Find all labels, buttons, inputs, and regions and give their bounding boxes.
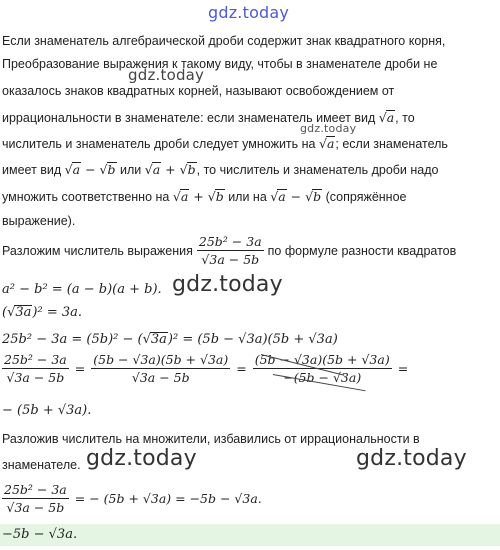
text-line [2,110,415,125]
text-line [2,162,438,177]
text-line [2,189,407,204]
text-segment: , то [395,111,415,125]
watermark: gdz.today [300,122,357,135]
formula-segment: = − (5b + √3a) = −5b − √3a. [74,491,262,506]
math-sqrt-a-minus-sqrt-b: √a − √b [270,189,322,204]
fraction-numerator: 25b² − 3a [198,234,262,249]
final-answer: −5b − √3a. [2,527,78,542]
text-segment: имеет вид [2,163,62,177]
text-line [2,136,448,151]
final-answer-highlight [0,524,500,546]
equals-sign: = [74,361,86,376]
text-line: Разложив числитель на множители, избавились от иррациональности в [2,432,420,446]
fraction-numerator: 25b² − 3a [4,482,67,497]
text-line: оказалось знаков квадратных корней, называют освобождением от [2,84,395,98]
formula-segment: = 3a. [46,305,83,320]
watermark: gdz.today [128,66,205,84]
watermark: gdz.today [86,446,197,471]
text-segment: , то числитель и знаменатель дроби надо [196,163,439,177]
formula-segment: )² = (5b − √3a)(5b + √3a) [167,332,338,347]
fraction-numerator: 25b² − 3a [4,352,67,367]
fraction-denominator: √3a − 5b [201,252,260,267]
equals-sign: = [397,361,409,376]
math-sqrt-a-plus-sqrt-b: √a + √b [172,189,224,204]
fraction-denominator: −(5b − √3a) [283,370,362,385]
watermark: gdz.today [356,446,467,471]
formula-sqrt-squared: (√3a)² = 3a. [2,305,83,320]
text-line [2,234,456,267]
text-line: знаменателе. [2,458,81,472]
formula-difference-of-squares: a² − b² = (a − b)(a + b). [2,282,162,297]
watermark: gdz.today [172,272,283,297]
fraction-numerator: (5b − √3a)(5b + √3a) [93,352,229,367]
fraction [2,482,69,515]
text-segment: иррациональности в знаменателе: если знаменатель имеет вид [2,111,376,125]
text-segment: числитель и знаменатель дроби следует умножить на [2,137,316,151]
text-line: Преобразование выражения к такому виду, чтобы в знаменателе дроби не [2,57,438,71]
text-segment: по формуле разности квадратов [267,243,457,258]
fraction [91,352,230,385]
equals-sign: = [236,361,247,376]
text-line: Если знаменатель алгебраической дроби содержит знак квадратного корня, [2,34,446,48]
text-segment: или [120,163,142,177]
text-segment: Разложим числитель выражения [2,243,193,258]
text-segment: или на [228,190,267,204]
fraction-denominator: √3a − 5b [131,370,190,385]
fraction [2,352,69,385]
math-sqrt-a-minus-sqrt-b: √a − √b [64,162,116,177]
math-sqrt-a: √a [378,110,395,125]
formula-final-chain [2,482,262,515]
text-line: выражение). [2,214,76,228]
text-segment: ; если знаменатель [335,137,448,151]
formula-expansion: 25b² − 3a = (5b)² − (√3a)² = (5b − √3a)(5b + √3a) [2,332,338,347]
fraction-cancelled [253,352,392,385]
watermark-top: gdz.today [208,3,290,22]
text-segment: (сопряжённое [325,190,407,204]
fraction-denominator: √3a − 5b [6,500,65,515]
fraction-numerator: (5b − √3a)(5b + √3a) [254,352,390,367]
formula-fraction-chain [2,352,408,385]
math-sqrt-a: √a [318,136,335,151]
fraction-denominator: √3a − 5b [6,370,65,385]
formula-result: − (5b + √3a). [2,403,92,418]
formula-segment: 25b² − 3a = (5b)² − ( [2,332,143,347]
text-segment: умножить соответственно на [2,190,170,204]
fraction [197,234,264,267]
math-sqrt-a-plus-sqrt-b: √a + √b [144,162,196,177]
